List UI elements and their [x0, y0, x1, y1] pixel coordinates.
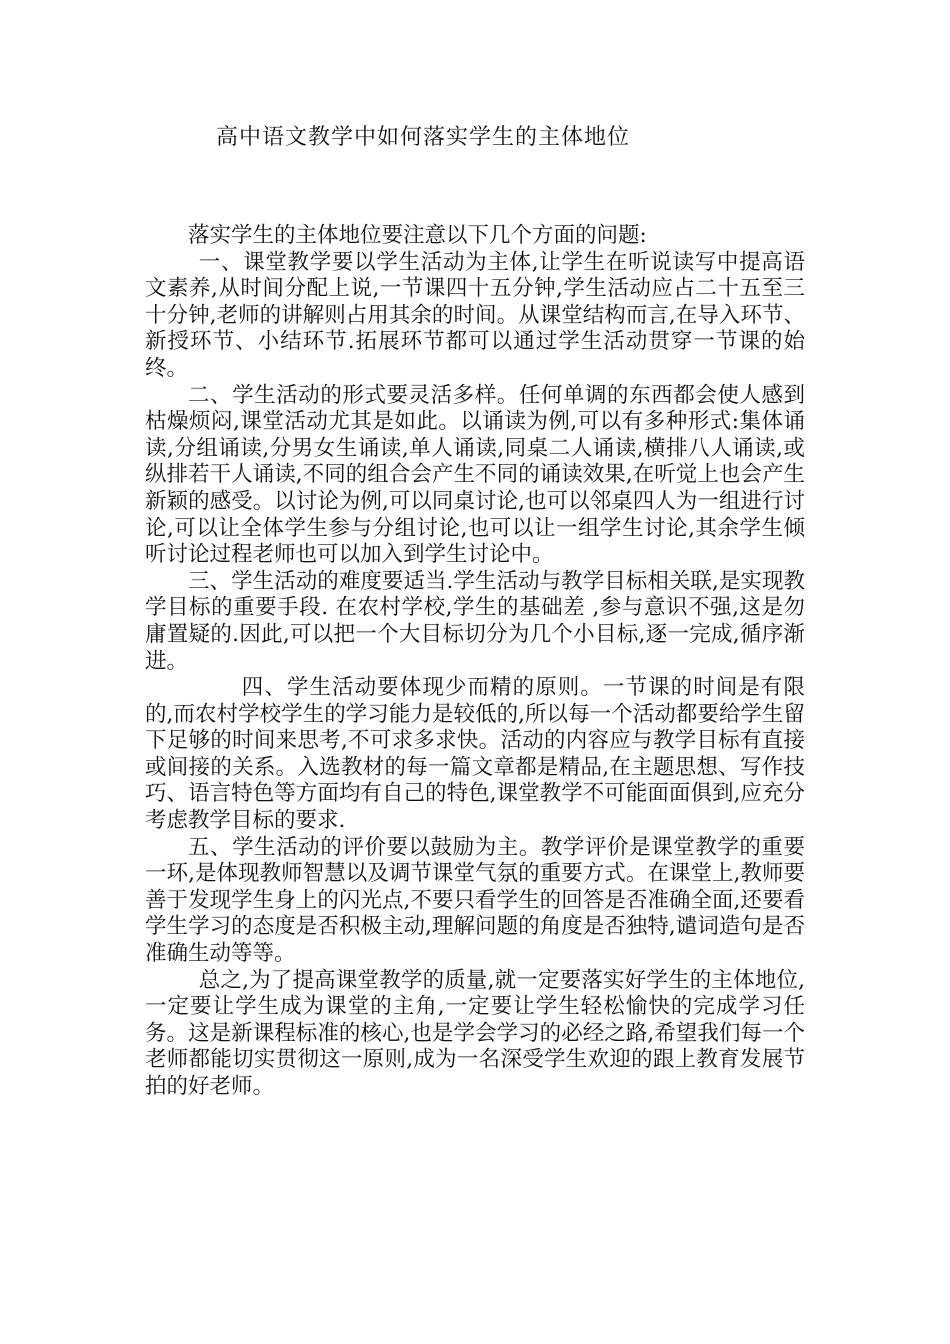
paragraph-point-5: 五、学生活动的评价要以鼓励为主。教学评价是课堂教学的重要一环,是体现教师智慧以及调节课堂气氛的重要方式。在课堂上,教师要善于发现学生身上的闪光点,不要只看学生的回答是否准确全面,还要看学生学习的态度是否积极主动,理解问题的角度是否独特,谴词造句是否准确生动等等。	[145, 834, 805, 967]
document-body	[145, 223, 805, 1101]
paragraph-point-4: 四、学生活动要体现少而精的原则。一节课的时间是有限的,而农村学校学生的学习能力是较低的,所以每一个活动都要给学生留下足够的时间来思考,不可求多求快。活动的内容应与教学目标有直接或间接的关系。入选教材的每一篇文章都是精品,在主题思想、写作技巧、语言特色等方面均有自己的特色,课堂教学不可能面面俱到,应充分考虑教学目标的要求.	[145, 675, 805, 834]
document-title: 高中语文教学中如何落实学生的主体地位	[216, 125, 631, 150]
paragraph-conclusion: 总之,为了提高课堂教学的质量,就一定要落实好学生的主体地位,一定要让学生成为课堂的主角,一定要让学生轻松愉快的完成学习任务。这是新课程标准的核心,也是学会学习的必经之路,希望我们每一个老师都能切实贯彻这一原则,成为一名深受学生欢迎的跟上教育发展节拍的好老师。	[145, 967, 805, 1099]
paragraph-point-1: 一、课堂教学要以学生活动为主体,让学生在听说读写中提高语文素养,从时间分配上说,一节课四十五分钟,学生活动应占二十五至三十分钟,老师的讲解则占用其余的时间。从课堂结构而言,在导入环节、新授环节、小结环节.拓展环节都可以通过学生活动贯穿一节课的始终。	[145, 249, 805, 381]
paragraph-intro: 落实学生的主体地位要注意以下几个方面的问题:	[188, 223, 647, 248]
paragraph-point-2: 二、学生活动的形式要灵活多样。任何单调的东西都会使人感到枯燥烦闷,课堂活动尤其是如此。以诵读为例,可以有多种形式:集体诵读,分组诵读,分男女生诵读,单人诵读,同桌二人诵读,横排八人诵读,或纵排若干人诵读,不同的组合会产生不同的诵读效果,在听觉上也会产生新颖的感受。以讨论为例,可以同桌讨论,也可以邻桌四人为一组进行讨论,可以让全体学生参与分组讨论,也可以让一组学生讨论,其余学生倾听讨论过程老师也可以加入到学生讨论中。	[145, 382, 805, 568]
paragraph-point-3: 三、学生活动的难度要适当.学生活动与教学目标相关联,是实现教学目标的重要手段. 在农村学校,学生的基础差 ,参与意识不强,这是勿庸置疑的.因此,可以把一个大目标切分为几个小目标,逐一完成,循序渐进。	[145, 568, 805, 674]
